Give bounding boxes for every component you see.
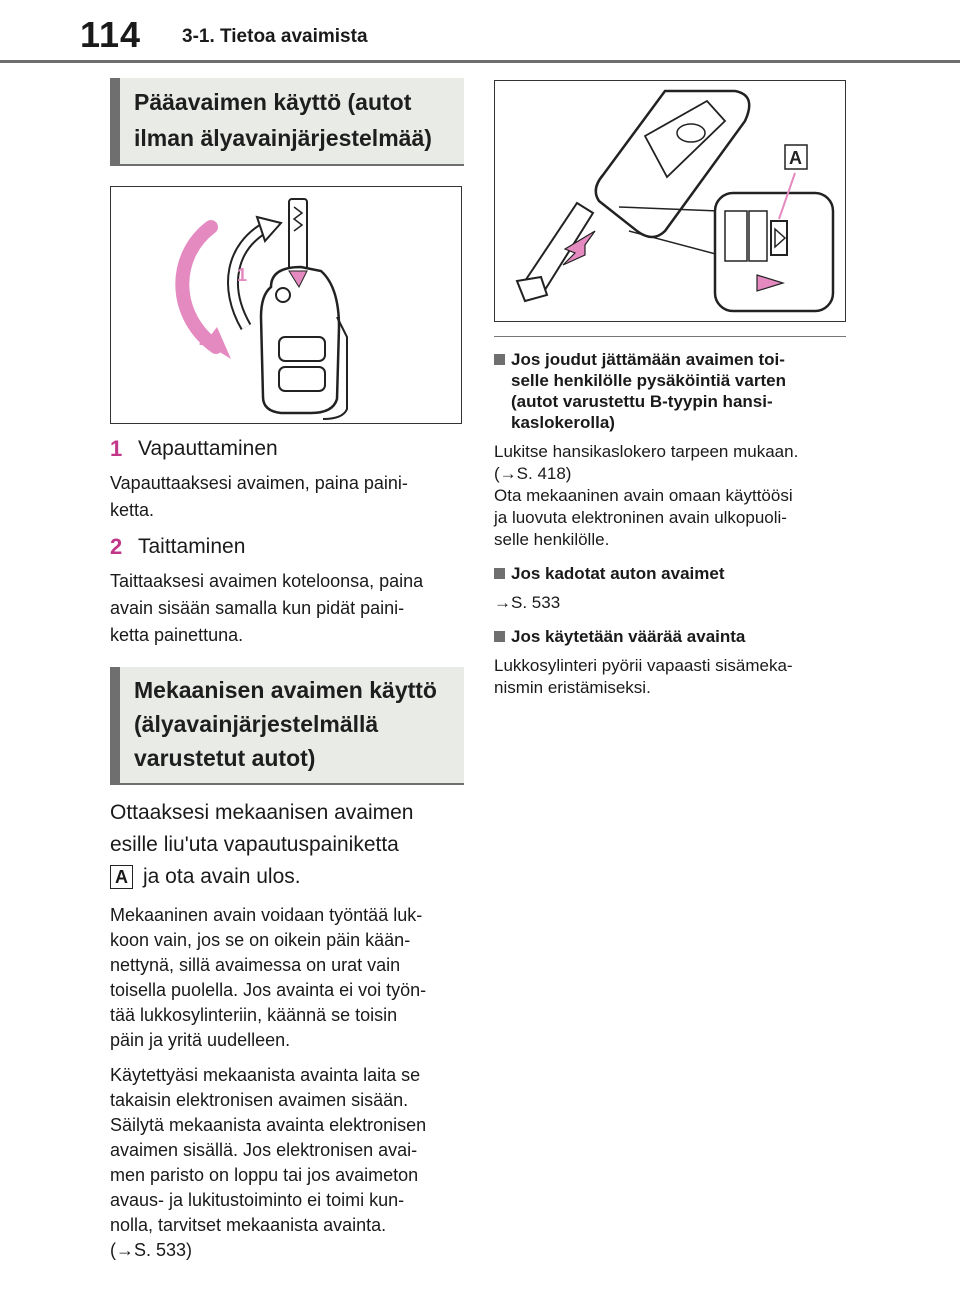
figure-folding-key [110,186,462,424]
intro-line [110,861,464,893]
mechanical-key-intro [110,797,464,893]
subheading-lost-keys [494,563,846,584]
step-title: Vapauttaminen [138,437,278,460]
intro-line: Ottaaksesi mekaanisen avaimen [110,801,414,824]
callout-badge-a: A [110,865,133,889]
section-title: 3-1. Tietoa avaimista [182,26,368,47]
figure-label-a: A [789,148,802,168]
smart-key-illustration [495,81,845,321]
left-column [110,78,464,1263]
subheading-wrong-key [494,626,846,647]
square-bullet-icon [494,354,505,365]
page-header [0,0,960,62]
intro-text: ja ota avain ulos. [143,865,301,888]
right-column [494,80,846,699]
figure-label-1: 1 [237,265,248,285]
figure-divider [494,336,846,337]
square-bullet-icon [494,631,505,642]
subheading-valet [494,349,846,433]
valet-instructions: Lukitse hansikaslokero tarpeen mukaan. (→S. 418) Ota mekaaninen avain omaan käyttöösi ja luovuta elektroninen avain ulkopuoli- selle henkilölle. [494,442,799,549]
paragraph-key-storage: Käytettyäsi mekaanista avainta laita se takaisin elektronisen avaimen sisään. Säilytä mekaanista avainta elektronisen avaimen sisällä. Jos elektronisen avai- men paristo on loppu tai jos avaimeton avaus- ja lukitustoiminto ei toimi kun- nolla, tarvitset mekaanista avainta. (→S. 533) [110,1065,427,1260]
step-number: 1 [110,436,123,461]
folding-key-illustration [111,187,461,423]
step-description: Taittaaksesi avaimen koteloonsa, paina avain sisään samalla kun pidät paini- ketta painettuna. [110,571,424,645]
figure-smart-key [494,80,846,322]
lost-keys-reference: →S. 533 [494,593,561,612]
subheading-text: Jos kadotat auton avaimet [511,564,725,583]
step-number: 2 [110,534,123,559]
step-fold [110,534,464,560]
figure-label-2: 2 [199,329,210,349]
subheading-text: Jos joudut jättämään avaimen toi- selle henkilölle pysäköintiä varten (autot varustettu B-tyypin hansi- kaslokerolla) [511,350,786,432]
intro-line: esille liu'uta vapautuspainiketta [110,833,399,856]
step-title: Taittaminen [138,535,246,558]
step-description: Vapauttaaksesi avaimen, paina paini- ketta. [110,473,408,520]
header-divider [0,60,960,63]
step-release [110,436,464,462]
paragraph-key-orientation: Mekaaninen avain voidaan työntää luk- koon vain, jos se on oikein päin kään- nettynä, sillä avaimessa on urat vain toisella puolella. Jos avainta ei voi työn- tää lukkosylinteriin, käännä se toisin päin ja yritä uudelleen. [110,905,427,1050]
subheading-text: Jos käytetään väärää avainta [511,627,746,646]
square-bullet-icon [494,568,505,579]
page-number: 114 [80,14,142,55]
heading-mechanical-key: Mekaanisen avaimen käyttö (älyavainjärjestelmällä varustetut autot) [110,667,464,785]
wrong-key-text: Lukkosylinteri pyörii vapaasti sisämeka- nismin eristämiseksi. [494,656,793,697]
heading-main-key: Pääavaimen käyttö (autot ilman älyavainjärjestelmää) [110,78,464,166]
